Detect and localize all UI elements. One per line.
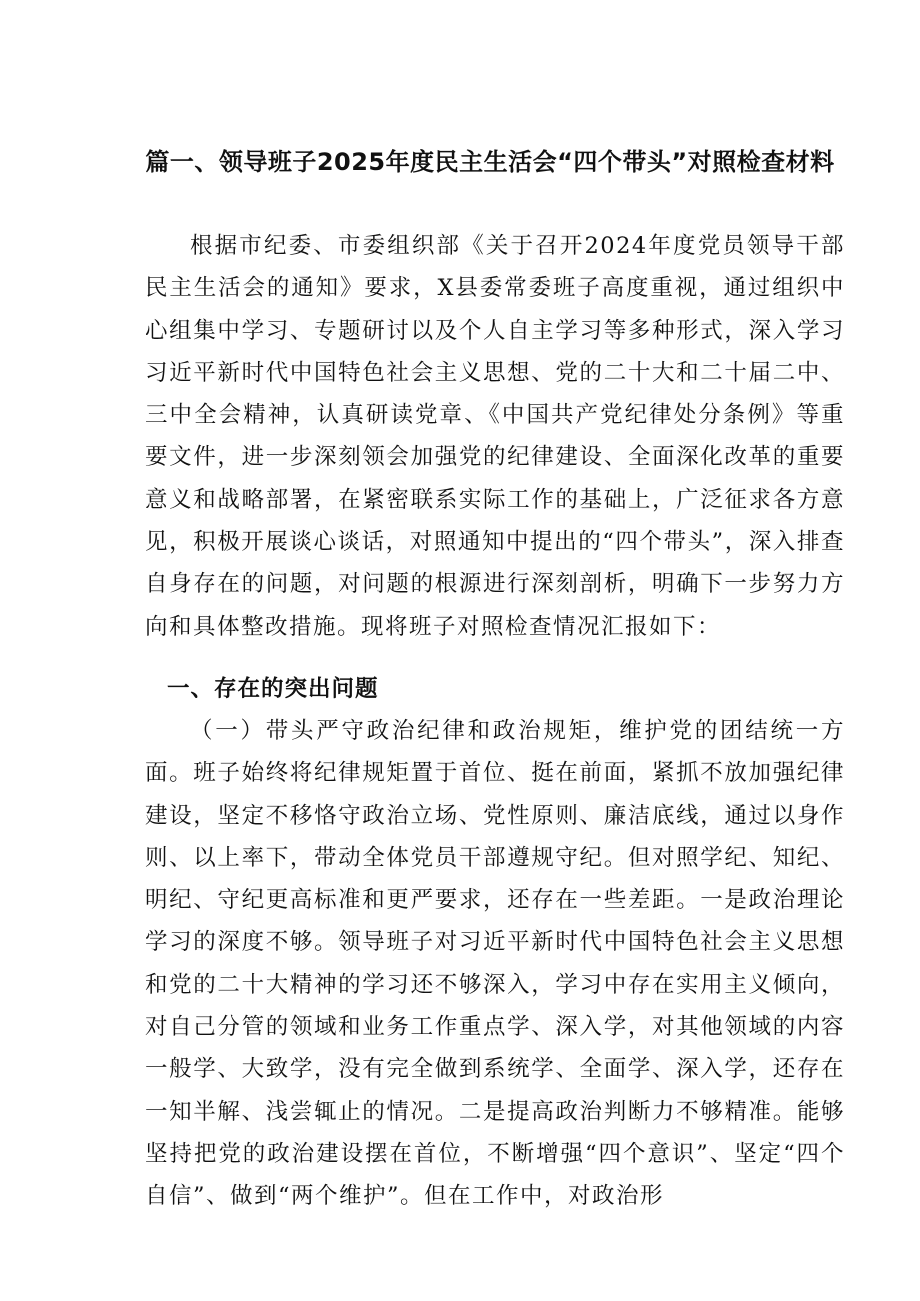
section-heading: 一、存在的突出问题 [167,676,379,702]
section-one [145,710,845,1218]
intro-paragraph: 根据市纪委、市委组织部《关于召开2024年度党员领导干部民主生活会的通知》要求，X县委常委班子高度重视，通过组织中心组集中学习、专题研讨以及个人自主学习等多种形式，深入学习习近平新时代中国特色社会主义思想、党的二十大和二十届二中、三中全会精神，认真研读党章、《中国共产党纪律处分条例》等重要文件，进一步深刻领会加强党的纪律建设、全面深化改革的重要意义和战略部署，在紧密联系实际工作的基础上，广泛征求各方意见，积极开展谈心谈话，对照通知中提出的“四个带头”，深入排查自身存在的问题，对问题的根源进行深刻剖析，明确下一步努力方向和具体整改措施。现将班子对照检查情况汇报如下： [145,233,845,640]
document-title: 篇一、领导班子2025年度民主生活会“四个带头”对照检查材料 [145,148,835,176]
section-one-paragraph: （一）带头严守政治纪律和政治规矩，维护党的团结统一方面。班子始终将纪律规矩置于首位、挺在前面，紧抓不放加强纪律建设，坚定不移恪守政治立场、党性原则、廉洁底线，通过以身作则、以上率下，带动全体党员干部遵规守纪。但对照学纪、知纪、明纪、守纪更高标准和更严要求，还存在一些差距。一是政治理论学习的深度不够。领导班子对习近平新时代中国特色社会主义思想和党的二十大精神的学习还不够深入，学习中存在实用主义倾向，对自己分管的领域和业务工作重点学、深入学，对其他领域的内容一般学、大致学，没有完全做到系统学、全面学、深入学，还存在一知半解、浅尝辄止的情况。二是提高政治判断力不够精准。能够坚持把党的政治建设摆在首位，不断增强“四个意识”、坚定“四个自信”、做到“两个维护”。但在工作中，对政治形 [145,718,845,1210]
intro-section [145,225,845,648]
